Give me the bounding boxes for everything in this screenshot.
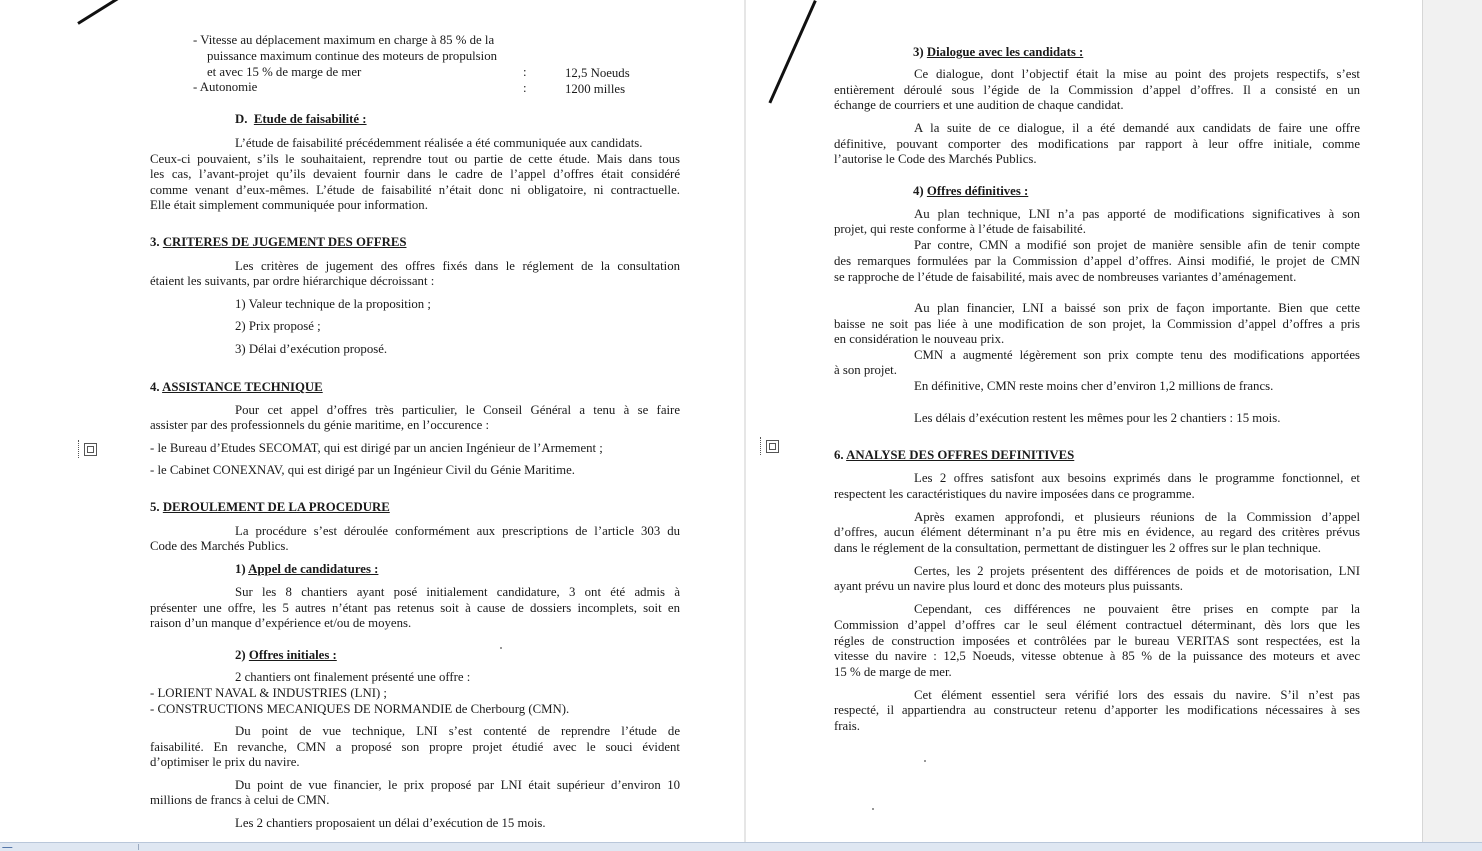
criterion-item: 1) Valeur technique de la proposition ;: [235, 297, 431, 311]
criterion-item: 2) Prix proposé ;: [235, 319, 321, 333]
viewer-side-panel: [1422, 0, 1482, 842]
paragraph-line: Au plan financier, LNI a baissé son prix de façon importante. Bien que cette: [914, 301, 1360, 315]
list-item: - le Cabinet CONEXNAV, qui est dirigé par un Ingénieur Civil du Génie Maritime.: [150, 463, 575, 477]
subsection-heading: [913, 45, 1083, 61]
section-number: 4.: [150, 380, 160, 394]
paragraph-line: baisse ne soit pas liée à une modification de son projet, la Commission d’appel d’offres a pris: [834, 317, 1360, 331]
spec-line-2: puissance maximum continue des moteurs de propulsion: [207, 49, 498, 63]
paragraph-line: les cas, l’avant-projet qu’ils devaient fournir dans le cadre de l’appel d’offres était considéré: [150, 167, 680, 181]
paragraph-line: se rapproche de l’étude de faisabilité, mais avec de nombreuses variantes d’aménagement.: [834, 270, 1297, 284]
document-page-right: [746, 0, 1422, 842]
paragraph-line: Ce dialogue, dont l’objectif était la mise au point des projets respectifs, s’est: [914, 67, 1360, 81]
paragraph-line: frais.: [834, 719, 860, 733]
scan-speck: [872, 808, 874, 810]
paragraph-line: Pour cet appel d’offres très particulier, le Conseil Général a tenu à se faire: [235, 403, 680, 417]
subsection-number: 1): [235, 562, 246, 576]
paragraph-line: Les 2 offres satisfont aux besoins exprimés dans le programme fonctionnel, et: [914, 471, 1360, 485]
paragraph-line: La procédure s’est déroulée conformément aux prescriptions de l’article 303 du: [235, 524, 680, 538]
paragraph-line: comme venant d’eux-mêmes. L’étude de faisabilité n’était donc ni obligatoire, ni contractuelle.: [150, 183, 680, 197]
subsection-number: 2): [235, 648, 246, 662]
spec-line-3: et avec 15 % de marge de mer: [207, 65, 362, 79]
paragraph-line: Du point de vue financier, le prix proposé par LNI était supérieur d’environ 10: [235, 778, 680, 792]
subsection-title: Offres définitives :: [926, 184, 1029, 198]
paragraph-line: Les 2 chantiers proposaient un délai d’exécution de 15 mois.: [235, 816, 546, 830]
spec-value-autonomy: 1200 milles: [565, 82, 626, 96]
subsection-title: Dialogue avec les candidats :: [926, 45, 1084, 59]
paragraph-line: Cet élément essentiel sera vérifié lors des essais du navire. S’il n’est pas: [914, 688, 1360, 702]
spec-separator: :: [523, 81, 527, 95]
paragraph-line: L’étude de faisabilité précédemment réalisée a été communiquée aux candidats.: [235, 136, 643, 150]
section-title: ASSISTANCE TECHNIQUE: [162, 380, 323, 394]
paragraph-line: respectent les caractéristiques du navire imposées dans ce programme.: [834, 487, 1195, 501]
subsection-heading: [235, 562, 378, 578]
paragraph-line: Les critères de jugement des offres fixés dans le réglement de la consultation: [235, 259, 680, 273]
spec-line-1: - Vitesse au déplacement maximum en charge à 85 % de la: [193, 33, 495, 47]
paragraph-line: assister par des professionnels du génie maritime, en l’occurence :: [150, 418, 489, 432]
paragraph-line: Du point de vue technique, LNI s’est contenté de reprendre l’étude de: [235, 724, 680, 738]
paragraph-line: Par contre, CMN a modifié son projet de manière sensible afin de tenir compte: [914, 238, 1360, 252]
paragraph-line: ayant prévu un navire plus lourd et donc des moteurs plus puissants.: [834, 579, 1184, 593]
paragraph-line: CMN a augmenté légèrement son prix compte tenu des modifications apportées: [914, 348, 1360, 362]
subsection-number: 4): [913, 184, 924, 198]
paragraph-line: en considération le nouveau prix.: [834, 332, 1005, 346]
subsection-heading: [235, 648, 337, 664]
paragraph-line: projet, qui reste conforme à l’étude de faisabilité.: [834, 222, 1086, 236]
paragraph-line: Elle était simplement communiquée pour information.: [150, 198, 428, 212]
list-item: - CONSTRUCTIONS MECANIQUES DE NORMANDIE de Cherbourg (CMN).: [150, 702, 570, 716]
spec-line-autonomy: - Autonomie: [193, 80, 258, 94]
paragraph-line: des remarques formulées par la Commission d’appel d’offres. Ainsi modifié, le projet de CMN: [834, 254, 1360, 268]
paragraph-line: Commission d’appel d’offres car le seul élément contractuel déterminant, dès lors que les: [834, 618, 1360, 632]
paragraph-line: étaient les suivants, par ordre hiérarchique décroissant :: [150, 274, 435, 288]
scan-speck: [500, 647, 502, 649]
paragraph-line: En définitive, CMN reste moins cher d’environ 1,2 millions de francs.: [914, 379, 1274, 393]
pen-mark: [77, 0, 128, 25]
paragraph-line: Certes, les 2 projets présentent des différences de poids et de motorisation, LNI: [914, 564, 1360, 578]
paragraph-line: faisabilité. En revanche, CMN a proposé son propre projet étudié avec le souci évident: [150, 740, 680, 754]
paragraph-line: dans le réglement de la consultation, permettant de distinguer les 2 offres sur le plan technique.: [834, 541, 1321, 555]
subsection-title: Appel de candidatures :: [248, 562, 379, 576]
comment-marker-icon[interactable]: [760, 437, 782, 455]
spec-value-speed: 12,5 Noeuds: [565, 66, 630, 80]
scan-speck: [924, 760, 926, 762]
section-heading: [150, 380, 323, 396]
paragraph-line: Code des Marchés Publics.: [150, 539, 289, 553]
subsection-number: 3): [913, 45, 924, 59]
section-number: 6.: [834, 448, 844, 462]
paragraph-line: régles de construction imposées et contrôlées par le bureau VERITAS sont respectées, est la: [834, 634, 1360, 648]
paragraph-line: d’optimiser le prix du navire.: [150, 755, 300, 769]
paragraph-line: entièrement déroulé sous l’égide de la Commission d’appel d’offres. Il a consisté en un: [834, 83, 1360, 97]
paragraph-line: Cependant, ces différences ne pouvaient être prises en compte par la: [914, 602, 1360, 616]
paragraph-line: Après examen approfondi, et plusieurs réunions de la Commission d’appel: [914, 510, 1360, 524]
paragraph-line: à son projet.: [834, 363, 897, 377]
section-heading: [150, 500, 390, 516]
section-heading: [235, 112, 367, 128]
paragraph-line: 2 chantiers ont finalement présenté une offre :: [235, 670, 471, 684]
paragraph-line: d’offres, aucun élément déterminant n’a pu être mis en évidence, au regard des critères prévus: [834, 525, 1360, 539]
paragraph-line: définitive, pouvant comporter des modifications par rapport à leur offre initiale, comme: [834, 137, 1360, 151]
paragraph-line: Au plan technique, LNI n’a pas apporté de modifications significatives à son: [914, 207, 1360, 221]
paragraph-line: raison d’un manque d’expérience et/ou de moyens.: [150, 616, 412, 630]
section-number: 5.: [150, 500, 160, 514]
comment-marker-icon[interactable]: [78, 440, 100, 458]
criterion-item: 3) Délai d’exécution proposé.: [235, 342, 388, 356]
paragraph-line: Sur les 8 chantiers ayant posé initialement candidature, 3 ont été admis à: [235, 585, 680, 599]
pen-mark: [768, 0, 816, 104]
paragraph-line: présenter une offre, les 5 autres n’étant pas retenus soit à cause de dossiers incomplets, soit en: [150, 601, 680, 615]
status-separator: [138, 844, 139, 850]
section-heading: [834, 448, 1074, 464]
paragraph-line: A la suite de ce dialogue, il a été demandé aux candidats de faire une offre: [914, 121, 1360, 135]
section-title: Etude de faisabilité :: [253, 112, 367, 126]
spec-separator: :: [523, 65, 527, 79]
paragraph-line: l’autorise le Code des Marchés Publics.: [834, 152, 1037, 166]
subsection-heading: [913, 184, 1028, 200]
subsection-title: Offres initiales :: [248, 648, 337, 662]
section-number: D.: [235, 112, 248, 126]
section-title: ANALYSE DES OFFRES DEFINITIVES: [846, 448, 1075, 462]
paragraph-line: vitesse du navire : 12,5 Noeuds, vitesse obtenue à 85 % de la puissance des moteurs et avec: [834, 649, 1360, 663]
status-check-icon: [2, 843, 16, 848]
list-item: - le Bureau d’Etudes SECOMAT, qui est dirigé par un ancien Ingénieur de l’Armement ;: [150, 441, 603, 455]
paragraph-line: respecté, il appartiendra au constructeur retenu d’apporter les modifications nécessaires à ses: [834, 703, 1360, 717]
paragraph-line: millions de francs à celui de CMN.: [150, 793, 330, 807]
paragraph-line: Les délais d’exécution restent les mêmes pour les 2 chantiers : 15 mois.: [914, 411, 1281, 425]
document-page-left: [0, 0, 744, 842]
paragraph-line: échange de courriers et une audition de chaque candidat.: [834, 98, 1124, 112]
paragraph-line: Ceux-ci pouvaient, s’ils le souhaitaient, reprendre tout ou partie de cette étude. Mais dans tous: [150, 152, 680, 166]
section-title: CRITERES DE JUGEMENT DES OFFRES: [162, 235, 407, 249]
section-heading: [150, 235, 406, 251]
section-title: DEROULEMENT DE LA PROCEDURE: [162, 500, 390, 514]
paragraph-line: 15 % de marge de mer.: [834, 665, 952, 679]
section-number: 3.: [150, 235, 160, 249]
list-item: - LORIENT NAVAL & INDUSTRIES (LNI) ;: [150, 686, 387, 700]
